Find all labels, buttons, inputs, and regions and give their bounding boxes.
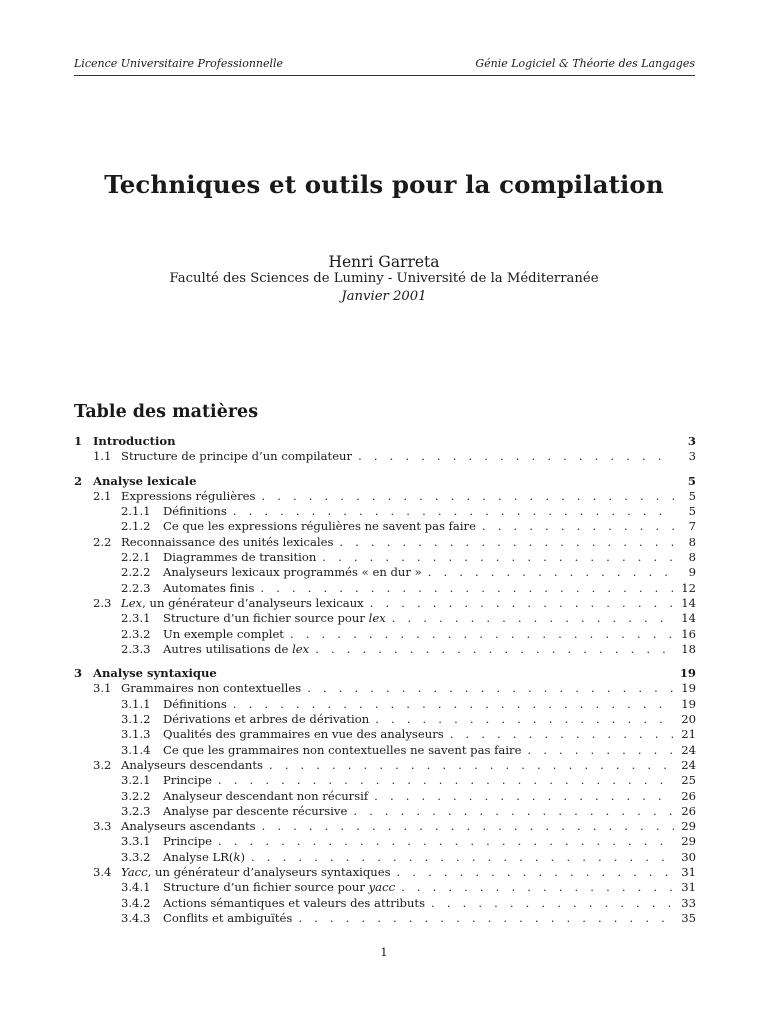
toc-entry-title: [163, 565, 422, 580]
toc-page-number: 7: [688, 519, 696, 534]
toc-leader-dots: [251, 850, 674, 865]
toc-page-number: 16: [681, 626, 696, 641]
toc-entry-number: 2.1: [93, 488, 112, 503]
toc-page-number: 33: [681, 895, 696, 910]
toc-entry-title: [163, 550, 316, 565]
toc-entry-title-text: Grammaires non contextuelles: [121, 681, 302, 696]
toc-leader-dots: [322, 550, 674, 565]
toc-entry-title-text: Définitions: [163, 504, 227, 519]
toc-entry-title-text: Qualités des grammaires en vue des analyseurs: [163, 727, 444, 742]
toc-page-number: 35: [681, 910, 696, 925]
toc-entry-title: [163, 642, 309, 657]
toc-sub-row[interactable]: [74, 896, 696, 911]
toc-entry-title: [163, 896, 425, 911]
toc-entry-title-text: Conflits et ambiguïtés: [163, 910, 293, 925]
toc-page-number: 5: [688, 488, 696, 503]
toc-entry-title-text: Reconnaissance des unités lexicales: [121, 534, 334, 549]
toc-entry-title: [163, 697, 227, 712]
toc-entry-title-text: Automates finis: [163, 580, 255, 595]
toc-entry-title: [163, 611, 386, 626]
toc-page-number: 14: [681, 595, 696, 610]
toc-entry-number: 3.4: [93, 865, 112, 880]
toc-page-number: 19: [681, 696, 696, 711]
toc-leader-dots: [397, 865, 674, 880]
toc-sec-row[interactable]: [74, 865, 696, 880]
toc-page-number: 21: [681, 727, 696, 742]
toc-sub-row[interactable]: [74, 504, 696, 519]
toc-sec-row[interactable]: [74, 596, 696, 611]
toc-page-number: 29: [681, 819, 696, 834]
toc-entry-title-text: Analyse par descente récursive: [163, 803, 348, 818]
toc-sub-row[interactable]: [74, 627, 696, 642]
toc-entry-number: 3.4.3: [121, 910, 151, 925]
toc-sub-row[interactable]: [74, 519, 696, 534]
toc-entry-number: 3.1.1: [121, 696, 151, 711]
toc-entry-number: 2.3: [93, 595, 112, 610]
toc-entry-title-text: , un générateur d’analyseurs lexicaux: [142, 595, 364, 610]
toc-entry-title-text: Structure d’un fichier source pour: [163, 611, 369, 626]
toc-entry-title: [121, 758, 263, 773]
toc-entry-title: [121, 681, 301, 696]
toc-leader-dots: [482, 519, 674, 534]
toc-entry-number: 3.1.3: [121, 727, 151, 742]
toc-page-number: 12: [681, 580, 696, 595]
toc-sub-row[interactable]: [74, 611, 696, 626]
toc-entry-title-text: Analyse syntaxique: [93, 666, 217, 681]
toc-entry-number: 3.2: [93, 757, 112, 772]
toc-entry-title: [163, 581, 254, 596]
toc-leader-dots: [233, 504, 674, 519]
author-affiliation: Faculté des Sciences de Luminy - Université de la Méditerranée: [169, 271, 599, 286]
toc-page-number: 8: [688, 550, 696, 565]
toc-entry-title-text: Introduction: [93, 434, 176, 448]
toc-sub-row[interactable]: [74, 789, 696, 804]
toc-entry-title: [121, 449, 352, 464]
toc-entry-number: 1: [74, 434, 83, 448]
toc-entry-title: [121, 819, 256, 834]
toc-leader-dots: [370, 596, 674, 611]
toc-entry-title-text: Ce que les grammaires non contextuelles ne savent pas faire: [163, 742, 522, 757]
toc-sec-row[interactable]: [74, 819, 696, 834]
toc-entry-number: 2.2.3: [121, 580, 151, 595]
toc-leader-dots: [290, 627, 674, 642]
toc-entry-title-text: Analyseurs descendants: [121, 757, 263, 772]
toc-leader-dots: [428, 565, 674, 580]
table-of-contents: [74, 434, 696, 935]
toc-leader-dots: [353, 804, 674, 819]
toc-entry-title: [163, 834, 212, 849]
toc-entry-title: [121, 596, 364, 611]
toc-sec-row[interactable]: [74, 449, 696, 464]
toc-entry-number: 2.2.1: [121, 550, 151, 565]
toc-entry-title-text: Analyse lexicale: [93, 473, 197, 488]
toc-entry-number: 2: [74, 473, 83, 488]
toc-leader-dots: [392, 611, 674, 626]
toc-entry-number: 2.1.1: [121, 504, 151, 519]
toc-page-number: 5: [688, 504, 696, 519]
header-right: Génie Logiciel & Théorie des Langages: [475, 57, 695, 70]
toc-sub-row[interactable]: [74, 581, 696, 596]
toc-sec-row[interactable]: [74, 489, 696, 504]
toc-leader-dots: [374, 789, 674, 804]
toc-leader-dots: [315, 642, 674, 657]
toc-leader-dots: [431, 896, 674, 911]
toc-entry-title: [121, 489, 255, 504]
toc-leader-dots: [527, 743, 674, 758]
toc-sub-row[interactable]: [74, 880, 696, 895]
toc-leader-dots: [339, 535, 674, 550]
toc-entry-title-emph: Yacc: [121, 865, 148, 880]
toc-leader-dots: [307, 681, 674, 696]
toc-leader-dots: [358, 449, 674, 464]
toc-page-number: 26: [681, 788, 696, 803]
toc-entry-title-text: Analyseur descendant non récursif: [163, 788, 369, 803]
toc-entry-title-text: Un exemple complet: [163, 626, 284, 641]
toc-page-number: 19: [679, 666, 696, 681]
toc-page-number: 5: [687, 473, 696, 488]
toc-entry-number: 2.3.1: [121, 611, 151, 626]
toc-entry-number: 3.1.2: [121, 712, 151, 727]
toc-entry-title-text: ): [240, 849, 246, 864]
toc-leader-dots: [269, 758, 674, 773]
toc-entry-title-text: Actions sémantiques et valeurs des attributs: [163, 895, 426, 910]
toc-entry-title-text: Expressions régulières: [121, 488, 256, 503]
toc-entry-title-text: Analyse LR(: [163, 849, 234, 864]
toc-entry-title-text: Structure de principe d’un compilateur: [121, 449, 353, 464]
toc-sub-row[interactable]: [74, 834, 696, 849]
toc-entry-title: [163, 743, 521, 758]
toc-page-number: 9: [688, 565, 696, 580]
toc-entry-title-text: Diagrammes de transition: [163, 550, 317, 565]
toc-sub-row[interactable]: [74, 773, 696, 788]
toc-entry-title: [163, 773, 212, 788]
toc-entry-title-text: Principe: [163, 773, 213, 788]
toc-entry-title: [121, 865, 391, 880]
toc-page-number: 24: [681, 757, 696, 772]
toc-entry-title-emph: Lex: [121, 595, 143, 610]
toc-entry-number: 2.3.3: [121, 641, 151, 656]
toc-entry-title-text: Ce que les expressions régulières ne savent pas faire: [163, 519, 476, 534]
toc-entry-title: [163, 727, 444, 742]
toc-entry-title: [163, 627, 284, 642]
toc-entry-number: 3.3.2: [121, 849, 151, 864]
toc-ch-row[interactable]: [74, 474, 696, 489]
toc-chapter: [74, 474, 696, 658]
header-rule: [74, 75, 695, 76]
toc-entry-number: 3.2.1: [121, 773, 151, 788]
toc-entry-number: 3.4.1: [121, 880, 151, 895]
toc-page-number: 3: [688, 449, 696, 464]
toc-entry-number: 3.1: [93, 681, 112, 696]
toc-sub-row[interactable]: [74, 743, 696, 758]
toc-entry-title-emph: lex: [292, 641, 310, 656]
toc-page-number: 26: [681, 803, 696, 818]
toc-leader-dots: [375, 712, 674, 727]
toc-sec-row[interactable]: [74, 681, 696, 696]
document-title: Techniques et outils pour la compilation: [104, 170, 664, 199]
toc-entry-title-text: Analyseurs ascendants: [121, 819, 256, 834]
toc-sub-row[interactable]: [74, 911, 696, 926]
toc-page-number: 30: [681, 849, 696, 864]
toc-entry-number: 3.3: [93, 819, 112, 834]
toc-entry-title: [163, 789, 368, 804]
toc-entry-title: [121, 535, 333, 550]
toc-sub-row[interactable]: [74, 550, 696, 565]
toc-chapter: [74, 666, 696, 926]
toc-entry-number: 3.3.1: [121, 834, 151, 849]
running-header: [74, 57, 695, 73]
toc-entry-title: [163, 519, 476, 534]
toc-sub-row[interactable]: [74, 804, 696, 819]
toc-entry-title-text: Autres utilisations de: [163, 641, 293, 656]
toc-entry-title-text: , un générateur d’analyseurs syntaxiques: [147, 865, 391, 880]
toc-sub-row[interactable]: [74, 565, 696, 580]
toc-page-number: 19: [681, 681, 696, 696]
toc-page-number: 14: [681, 611, 696, 626]
toc-entry-title-text: Définitions: [163, 696, 227, 711]
toc-page-number: 25: [681, 773, 696, 788]
page-number: 1: [380, 945, 388, 959]
toc-entry-number: 3.2.2: [121, 788, 151, 803]
toc-entry-number: 3.4.2: [121, 895, 151, 910]
toc-ch-row[interactable]: [74, 666, 696, 681]
toc-sub-row[interactable]: [74, 712, 696, 727]
toc-page-number: 20: [681, 712, 696, 727]
toc-entry-title: [163, 850, 245, 865]
author-name: Henri Garreta: [328, 253, 440, 271]
toc-page-number: 8: [688, 534, 696, 549]
toc-entry-title-emph: k: [233, 849, 241, 864]
toc-leader-dots: [450, 727, 674, 742]
toc-sub-row[interactable]: [74, 727, 696, 742]
toc-page-number: 31: [681, 865, 696, 880]
toc-page-number: 3: [687, 434, 696, 448]
toc-entry-number: 3.1.4: [121, 742, 151, 757]
toc-entry-number: 1.1: [93, 449, 112, 464]
toc-leader-dots: [260, 581, 674, 596]
toc-entry-title: [163, 504, 227, 519]
toc-entry-title: [93, 434, 176, 449]
toc-leader-dots: [218, 773, 674, 788]
toc-entry-title-text: Structure d’un fichier source pour: [163, 880, 369, 895]
toc-page-number: 31: [681, 880, 696, 895]
toc-entry-title: [93, 666, 217, 681]
toc-page-number: 18: [681, 641, 696, 656]
toc-entry-title: [163, 911, 292, 926]
toc-entry-title: [163, 804, 347, 819]
toc-leader-dots: [218, 834, 674, 849]
toc-entry-number: 3.2.3: [121, 803, 151, 818]
toc-entry-title: [163, 712, 369, 727]
toc-sec-row[interactable]: [74, 758, 696, 773]
toc-entry-title-text: Analyseurs lexicaux programmés « en dur »: [163, 565, 422, 580]
toc-leader-dots: [298, 911, 674, 926]
toc-entry-title-emph: yacc: [368, 880, 396, 895]
toc-entry-title-text: Principe: [163, 834, 213, 849]
toc-leader-dots: [262, 819, 674, 834]
document-date: Janvier 2001: [341, 289, 427, 304]
toc-sub-row[interactable]: [74, 642, 696, 657]
toc-ch-row[interactable]: [74, 434, 696, 449]
toc-leader-dots: [233, 697, 674, 712]
toc-entry-number: 2.2.2: [121, 565, 151, 580]
toc-sub-row[interactable]: [74, 850, 696, 865]
toc-entry-title-emph: lex: [368, 611, 386, 626]
toc-entry-number: 2.2: [93, 534, 112, 549]
toc-heading: Table des matières: [74, 402, 259, 422]
toc-entry-number: 2.1.2: [121, 519, 151, 534]
toc-page-number: 24: [681, 742, 696, 757]
toc-entry-title-text: Dérivations et arbres de dérivation: [163, 712, 370, 727]
toc-entry-title: [163, 880, 395, 895]
toc-chapter: [74, 434, 696, 465]
toc-sec-row[interactable]: [74, 535, 696, 550]
toc-entry-title: [93, 474, 196, 489]
header-left: Licence Universitaire Professionnelle: [74, 57, 284, 70]
toc-entry-number: 2.3.2: [121, 626, 151, 641]
toc-leader-dots: [401, 880, 674, 895]
toc-sub-row[interactable]: [74, 697, 696, 712]
toc-leader-dots: [261, 489, 674, 504]
toc-page-number: 29: [681, 834, 696, 849]
toc-entry-number: 3: [74, 666, 83, 681]
